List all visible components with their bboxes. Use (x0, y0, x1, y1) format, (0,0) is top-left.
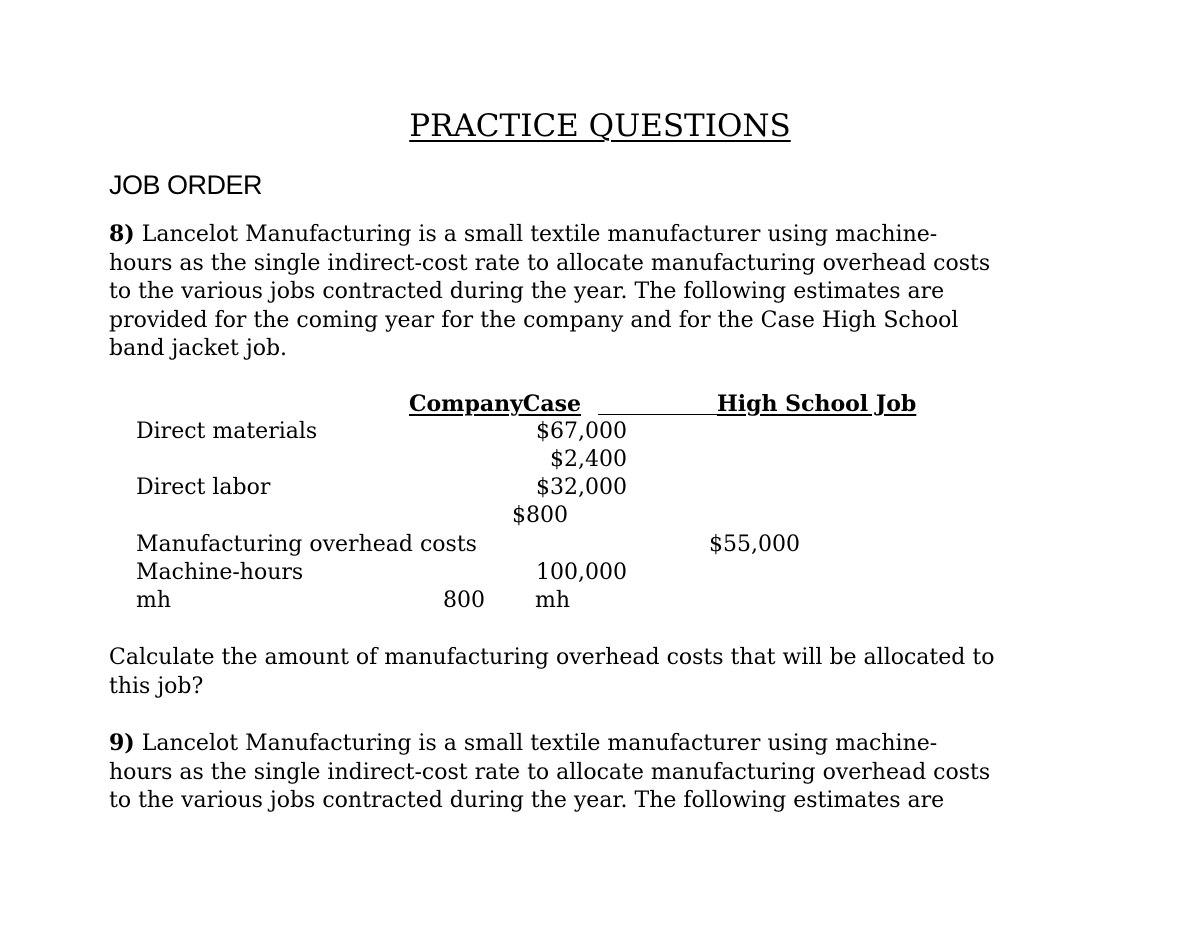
row-label-manufacturing-overhead: Manufacturing overhead costs (136, 532, 477, 557)
row-label-machine-hours: Machine-hours (136, 560, 304, 585)
value-direct-labor-company: $32,000 (536, 475, 627, 500)
value-direct-materials-company: $67,000 (536, 419, 627, 444)
value-direct-materials-job: $2,400 (550, 447, 627, 472)
question-8-number: 8) (109, 221, 135, 247)
value-mh-job: 800 (443, 588, 485, 613)
value-machine-hours-company: 100,000 (536, 560, 627, 585)
question-8-line-2: hours as the single indirect-cost rate to allocate manufacturing overhead costs (109, 250, 991, 276)
question-8-line-3: to the various jobs contracted during the year. The following estimates are (109, 279, 945, 304)
question-8-prompt-line-1: Calculate the amount of manufacturing overhead costs that will be allocated to (109, 645, 995, 670)
question-8-intro (109, 220, 990, 364)
value-mh-unit: mh (535, 588, 571, 613)
row-label-mh: mh (136, 588, 172, 613)
question-8-text: Lancelot Manufacturing is a small textile manufacturer using machine- (134, 222, 938, 247)
section-heading: JOB ORDER (109, 170, 263, 200)
question-9-line-2: hours as the single indirect-cost rate to allocate manufacturing overhead costs (109, 759, 991, 785)
table-header-company-case: CompanyCase (409, 391, 582, 417)
value-manufacturing-overhead: $55,000 (709, 532, 800, 557)
question-9-number: 9) (109, 730, 135, 756)
table-header-high-school-job: High School Job (717, 391, 917, 417)
value-direct-labor-job: $800 (512, 503, 568, 528)
page-title: PRACTICE QUESTIONS (409, 108, 791, 144)
table-header-underline (598, 414, 718, 415)
question-8-prompt-line-2: this job? (109, 673, 204, 699)
question-8-line-4: provided for the coming year for the company and for the Case High School (109, 307, 959, 333)
row-label-direct-materials: Direct materials (136, 419, 318, 444)
question-9-text: Lancelot Manufacturing is a small textile manufacturer using machine- (134, 731, 938, 756)
row-label-direct-labor: Direct labor (136, 475, 271, 500)
question-9-intro (109, 729, 990, 816)
question-8-prompt (109, 644, 994, 701)
question-8-line-5: band jacket job. (109, 336, 288, 361)
question-9-line-1 (109, 729, 990, 759)
question-8-line-1 (109, 220, 990, 250)
question-9-line-3: to the various jobs contracted during the year. The following estimates are (109, 788, 945, 813)
